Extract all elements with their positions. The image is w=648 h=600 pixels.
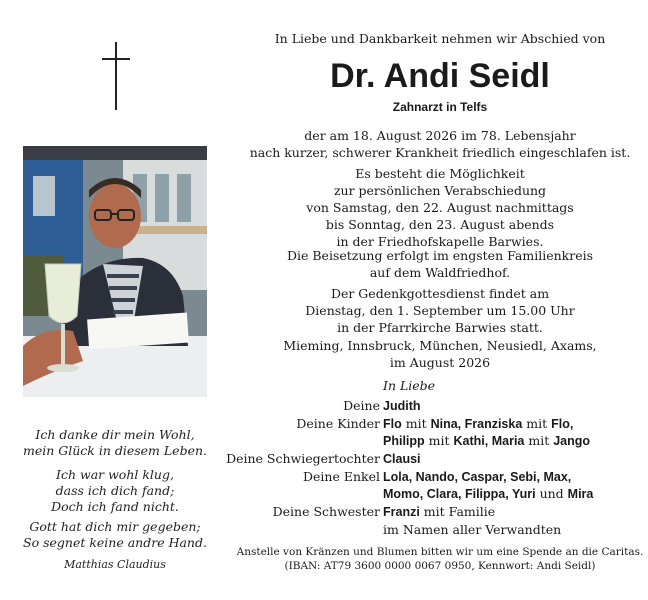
intro-text: In Liebe und Dankbarkeit nehmen wir Abschied von: [274, 31, 606, 46]
place-date: [232, 337, 648, 371]
right-column: [226, 0, 648, 600]
quote-line: Ich danke dir mein Wohl,: [35, 427, 195, 442]
in-love-label: In Liebe: [383, 378, 436, 393]
portrait-photo: [23, 146, 207, 397]
quote-stanza-2: [10, 467, 220, 515]
relation-names: Momo, Clara, Filippa, Yuri und Mira: [383, 486, 594, 501]
relation-label: Deine Enkel: [303, 469, 380, 484]
text-line: nach kurzer, schwerer Krankheit friedlich eingeschlafen ist.: [249, 145, 631, 160]
relation-names: Lola, Nando, Caspar, Sebi, Max,: [383, 470, 572, 484]
quote-author: Matthias Claudius: [64, 558, 166, 571]
left-column: [0, 0, 232, 600]
text-line: im August 2026: [389, 355, 491, 370]
relation-names: im Namen aller Verwandten: [383, 522, 562, 537]
relation-names: Franzi mit Familie: [383, 504, 496, 519]
text-line: (IBAN: AT79 3600 0000 0067 0950, Kennwort: Andi Seidl): [284, 560, 596, 572]
text-line: Es besteht die Möglichkeit: [355, 166, 525, 181]
relation-names: Clausi: [383, 452, 421, 466]
relation-label: Deine Schwiegertochter: [226, 451, 380, 466]
burial-info: [232, 247, 648, 281]
relation-label: Deine Kinder: [296, 416, 380, 431]
text-line: Anstelle von Kränzen und Blumen bitten wir um eine Spende an die Caritas.: [236, 546, 644, 558]
text-line: Die Beisetzung erfolgt im engsten Familienkreis: [286, 248, 594, 263]
text-line: in der Pfarrkirche Barwies statt.: [337, 320, 543, 335]
farewell-info: [232, 165, 648, 250]
text-line: bis Sonntag, den 23. August abends: [325, 217, 555, 232]
profession: Zahnarzt in Telfs: [392, 100, 488, 114]
death-notice: [232, 127, 648, 161]
text-line: Dienstag, den 1. September um 15.00 Uhr: [305, 303, 575, 318]
text-line: auf dem Waldfriedhof.: [369, 265, 511, 280]
donation-note: [232, 545, 648, 573]
relation-label: Deine: [343, 398, 380, 413]
quote-line: dass ich dich fand;: [55, 483, 175, 498]
quote-line: Gott hat dich mir gegeben;: [29, 519, 201, 534]
text-line: in der Friedhofskapelle Barwies.: [336, 234, 544, 249]
text-line: der am 18. August 2026 im 78. Lebensjahr: [304, 128, 576, 143]
text-line: Der Gedenkgottesdienst findet am: [330, 286, 550, 301]
cross-icon: [102, 42, 130, 110]
text-line: von Samstag, den 22. August nachmittags: [306, 200, 574, 215]
relation-names: Philipp mit Kathi, Maria mit Jango: [383, 433, 591, 448]
quote-line: mein Glück in diesem Leben.: [22, 443, 208, 458]
quote-stanza-1: [10, 427, 220, 459]
deceased-name: Dr. Andi Seidl: [330, 57, 550, 95]
quote-stanza-3: [10, 519, 220, 551]
quote-line: So segnet keine andre Hand.: [23, 535, 207, 550]
quote-line: Ich war wohl klug,: [56, 467, 174, 482]
relation-names: Flo mit Nina, Franziska mit Flo,: [383, 416, 574, 431]
relation-label: Deine Schwester: [272, 504, 380, 519]
text-line: Mieming, Innsbruck, München, Neusiedl, Axams,: [283, 338, 597, 353]
relation-names: Judith: [383, 399, 421, 413]
service-info: [232, 285, 648, 336]
text-line: zur persönlichen Verabschiedung: [333, 183, 547, 198]
quote-line: Doch ich fand nicht.: [51, 499, 179, 514]
